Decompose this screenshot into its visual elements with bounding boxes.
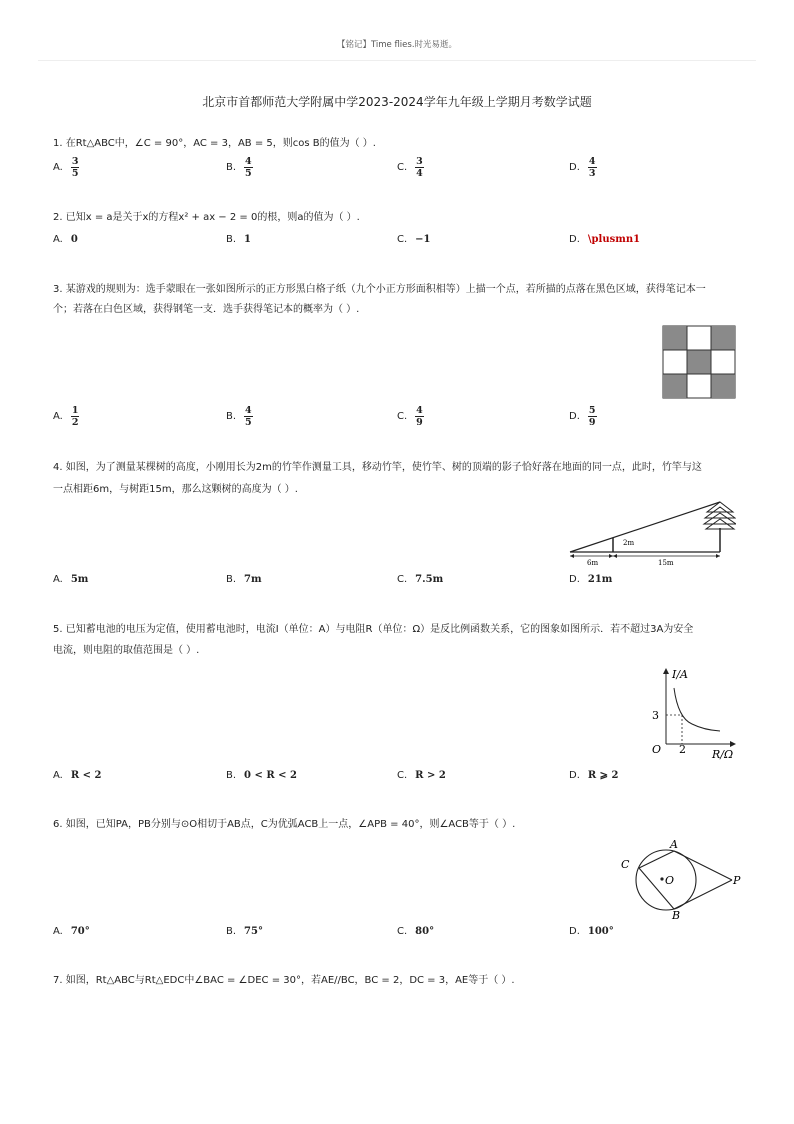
q4-option-c[interactable]: C. 7.5m (397, 573, 444, 585)
q2-option-a[interactable]: A. 0 (53, 233, 78, 245)
fraction: $\frac{3}{5}$ (71, 155, 79, 179)
q5-x-axis-label: R/Ω (712, 748, 734, 761)
question-6-options (53, 916, 743, 946)
q4-left-label: 6m (587, 559, 599, 567)
q2-option-b[interactable]: B. 1 (226, 233, 252, 245)
question-2-text: 2. 已知x = a是关于x的方程x² + ax − 2 = 0的根，则a的值为（ ）. (53, 212, 360, 223)
page-header: 【铭记】Time flies.时光易逝。 (336, 40, 458, 50)
question-5-text-line1: 5. 已知蓄电池的电压为定值，使用蓄电池时，电流I（单位：A）与电阻R（单位：Ω）是反比例函数关系，它的图象如图所示．若不超过3A为安全 (53, 624, 694, 635)
q3-option-c[interactable]: C. $\frac{4}{9}$ (397, 404, 423, 428)
q5-y-tick: 3 (652, 709, 659, 722)
header-divider (38, 60, 756, 61)
page-title: 北京市首都师范大学附属中学2023-2024学年九年级上学期月考数学试题 (202, 95, 592, 109)
q4-option-a[interactable]: A. 5m (53, 573, 89, 585)
question-5-text-line2: 电流，则电阻的取值范围是（ ）. (53, 645, 200, 656)
question-2-options (53, 224, 743, 254)
q1-option-b[interactable]: B. $\frac{4}{5}$ (226, 155, 252, 179)
q4-option-b[interactable]: B. 7m (226, 573, 262, 585)
q6-option-b[interactable]: B. 75° (226, 925, 263, 937)
q5-y-axis-label: I/A (672, 668, 688, 681)
question-4-text-line2: 一点相距6m，与树距15m，那么这颗树的高度为（ ）. (53, 484, 298, 495)
question-3-text-line1: 3. 某游戏的规则为：选手蒙眼在一张如图所示的正方形黑白格子纸（九个小正方形面积相等）上描一个点，若所描的点落在黑色区域，获得笔记本一 (53, 284, 706, 295)
q5-option-a[interactable]: A. R < 2 (53, 769, 102, 781)
q6-option-d[interactable]: D. 100° (569, 925, 614, 937)
q4-right-label: 15m (658, 559, 674, 567)
q6-point-p: P (733, 874, 741, 887)
question-6-text: 6. 如图，已知PA，PB分别与⊙O相切于AB点，C为优弧ACB上一点，∠APB = 40°，则∠ACB等于（ ）. (53, 819, 516, 830)
q5-x-tick: 2 (679, 743, 686, 756)
question-1-options (53, 152, 743, 182)
q6-circle-figure (618, 838, 744, 925)
q6-option-a[interactable]: A. 70° (53, 925, 90, 937)
q4-tree-figure (566, 498, 736, 573)
q3-option-b[interactable]: B. $\frac{4}{5}$ (226, 404, 252, 428)
question-5-options (53, 760, 743, 790)
question-4-text-line1: 4. 如图，为了测量某棵树的高度，小刚用长为2m的竹竿作测量工具，移动竹竿，使竹竿、树的顶端的影子恰好落在地面的同一点，此时，竹竿与这 (53, 462, 702, 473)
q4-option-d[interactable]: D. 21m (569, 573, 613, 585)
q1-option-d[interactable]: D. $\frac{4}{3}$ (569, 155, 596, 179)
q6-option-c[interactable]: C. 80° (397, 925, 435, 937)
question-3-text-line2: 个；若落在白色区域，获得钢笔一支．选手获得笔记本的概率为（ ）. (53, 304, 360, 315)
q6-point-a: A (670, 838, 678, 851)
fraction: $\frac{4}{3}$ (588, 155, 596, 179)
q3-option-d[interactable]: D. $\frac{5}{9}$ (569, 404, 596, 428)
question-1-text: 1. 在Rt△ABC中，∠C = 90°，AC = 3，AB = 5，则cos B的值为（ ）. (53, 138, 376, 149)
fraction: $\frac{3}{4}$ (416, 155, 423, 179)
question-4-options (53, 564, 743, 594)
q6-point-c: C (621, 858, 630, 871)
q5-option-b[interactable]: B. 0 < R < 2 (226, 769, 297, 781)
q5-option-d[interactable]: D. R ⩾ 2 (569, 769, 619, 781)
q4-pole-label: 2m (623, 539, 635, 547)
q6-point-o: O (665, 874, 675, 887)
q5-option-c[interactable]: C. R > 2 (397, 769, 446, 781)
q6-point-b: B (672, 909, 681, 922)
q1-option-c[interactable]: C. $\frac{3}{4}$ (397, 155, 423, 179)
q3-option-a[interactable]: A. $\frac{1}{2}$ (53, 404, 79, 428)
question-3-options (53, 401, 743, 431)
q2-option-d[interactable]: D. \plusmn1 (569, 233, 641, 245)
q2-option-c[interactable]: C. −1 (397, 233, 431, 245)
q5-graph-figure (642, 662, 742, 765)
q3-grid-figure (662, 325, 736, 402)
question-7-text: 7. 如图，Rt△ABC与Rt△EDC中∠BAC = ∠DEC = 30°，若AE//BC，BC = 2，DC = 3，AE等于（ ）. (53, 975, 515, 986)
q1-option-a[interactable]: A. $\frac{3}{5}$ (53, 155, 79, 179)
q5-origin-label: O (652, 743, 662, 756)
fraction: $\frac{4}{5}$ (245, 155, 252, 179)
